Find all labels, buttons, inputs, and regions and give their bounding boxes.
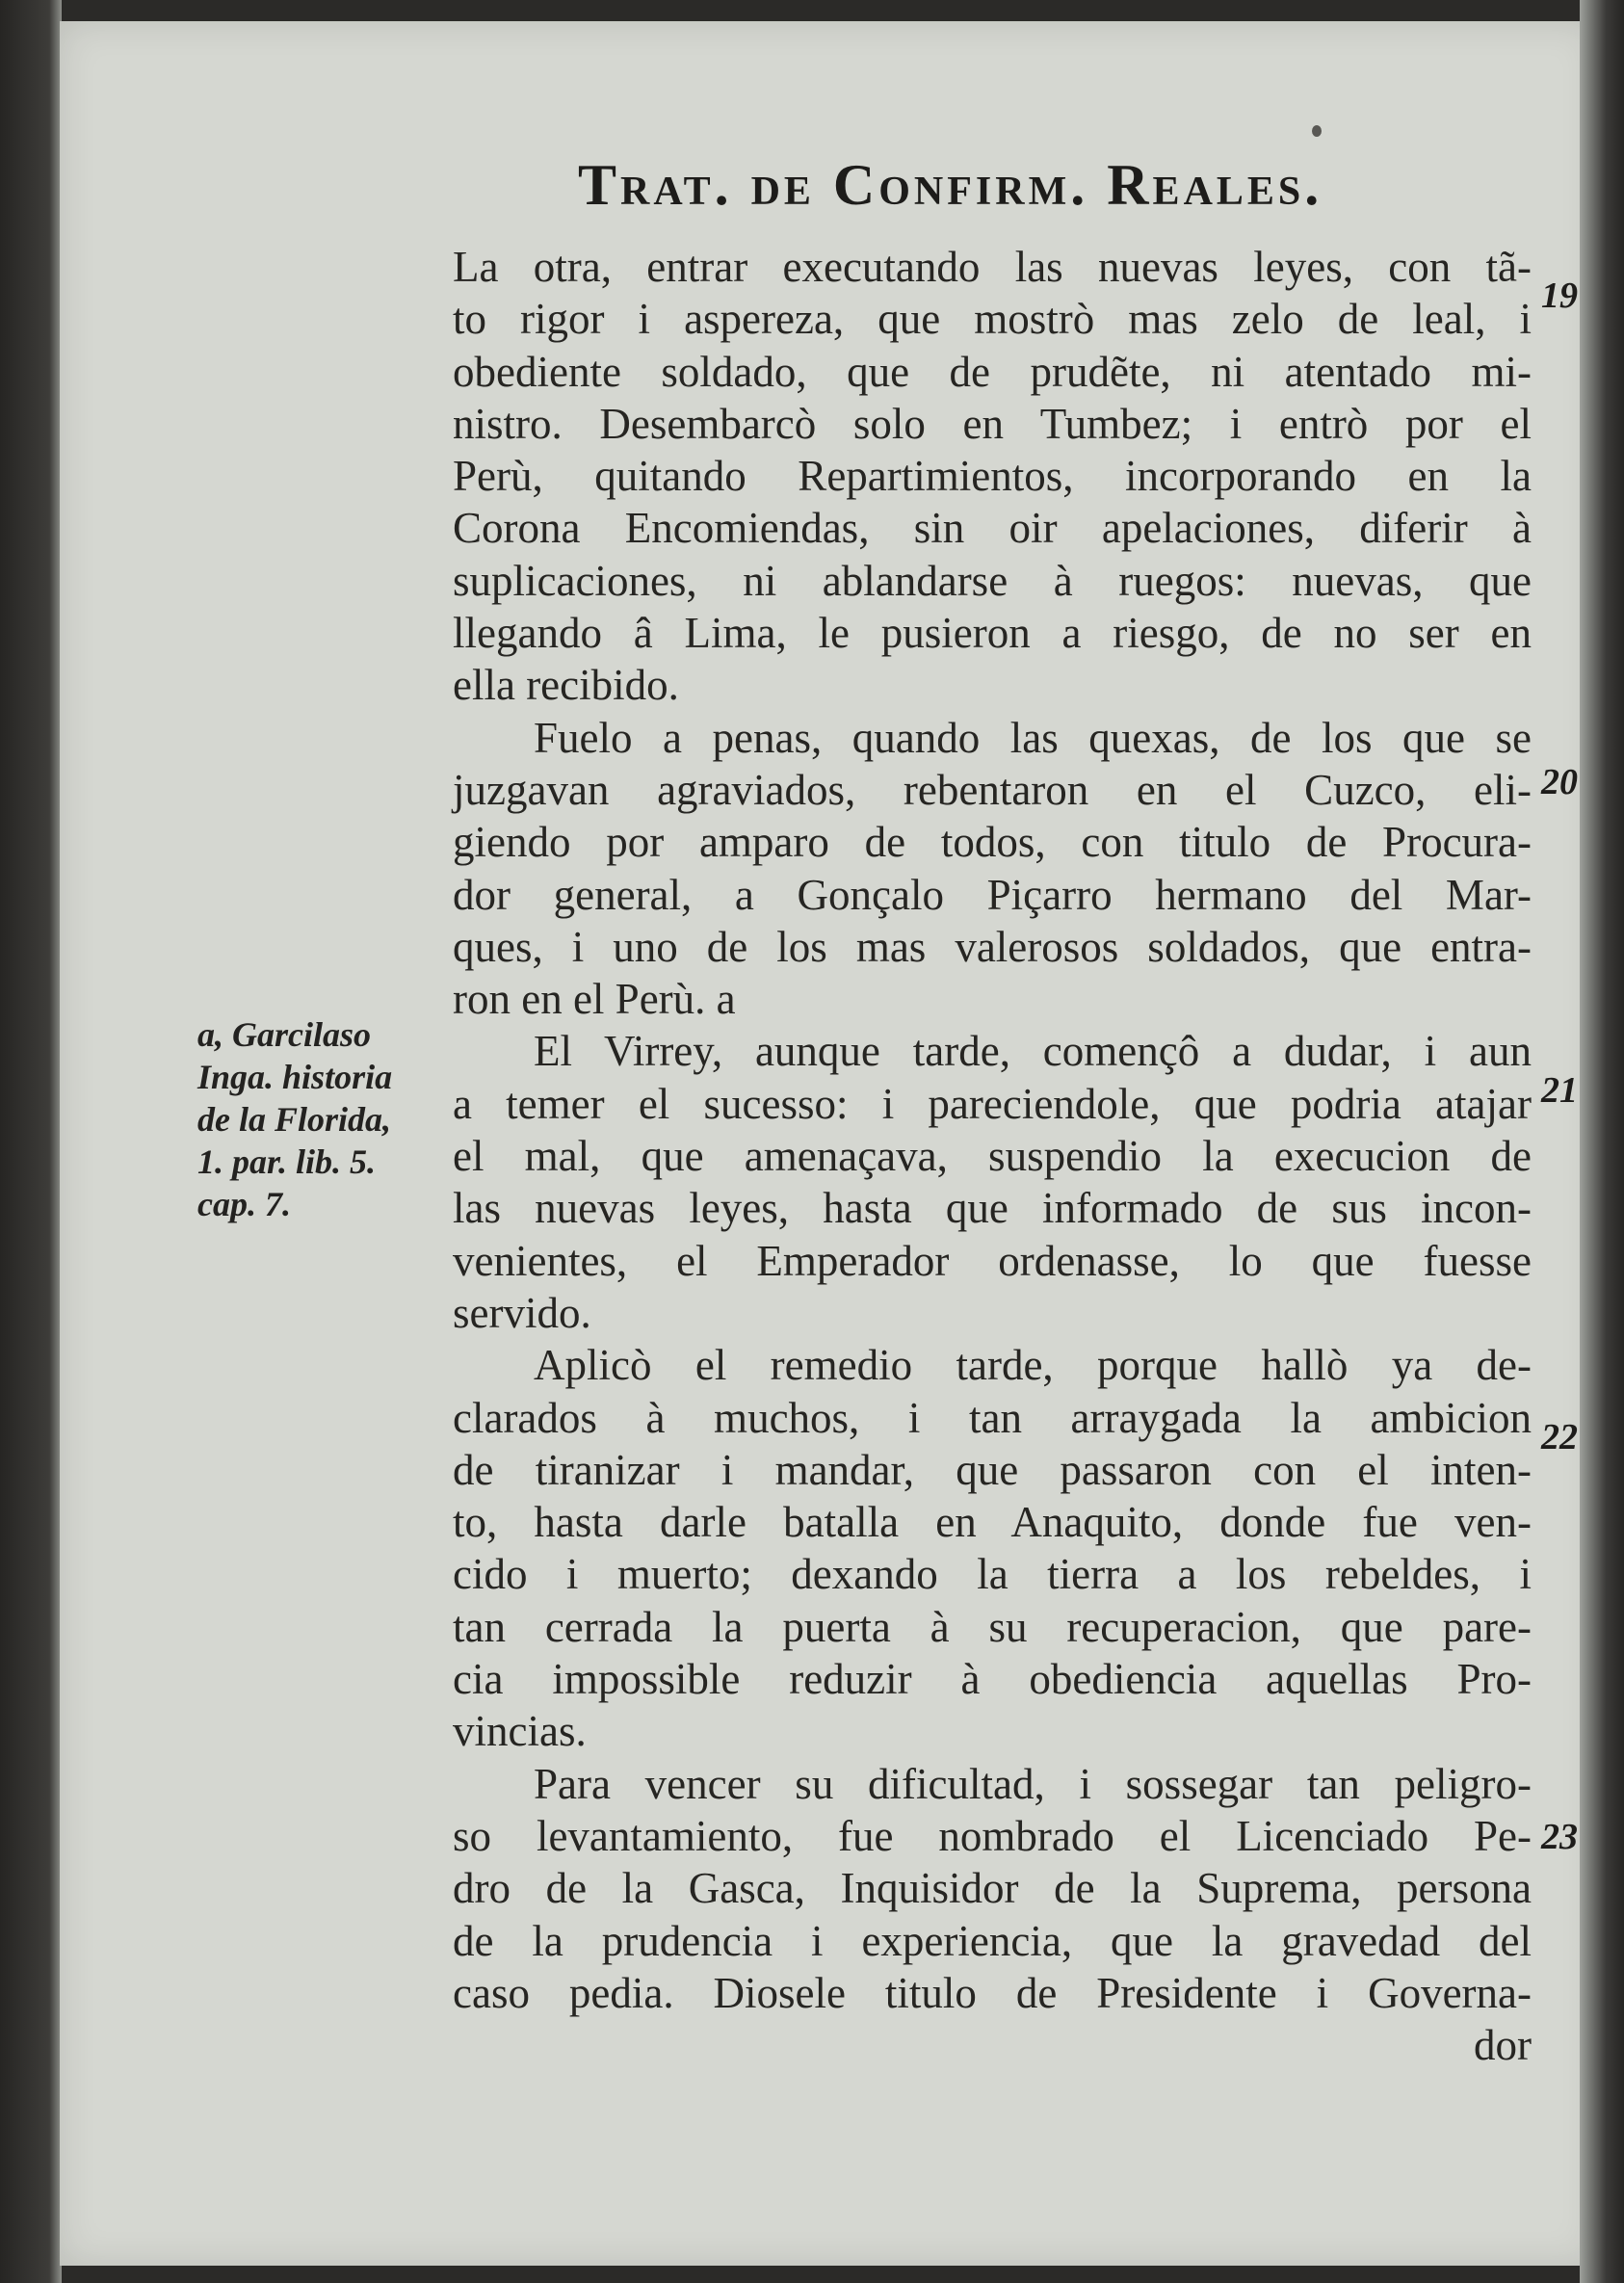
text-line: llegando â Lima, le pusieron a riesgo, de no ser en (453, 609, 1532, 658)
paragraph-number: 19 (1541, 276, 1578, 316)
text-line: ques, i uno de los mas valerosos soldados, que entra- (453, 922, 1532, 971)
text-line: to, hasta darle batalla en Anaquito, donde fue ven- (453, 1498, 1532, 1547)
marginal-note (197, 1013, 448, 1225)
text-line: Fuelo a penas, quando las quexas, de los que se (534, 713, 1532, 762)
text-line: suplicaciones, ni ablandarse à ruegos: nuevas, que (453, 556, 1532, 605)
text-line: Aplicò el remedio tarde, porque hallò ya de- (534, 1341, 1532, 1390)
text-line: de la prudencia i experiencia, que la gravedad del (453, 1916, 1532, 1965)
catchword: dor (1474, 2021, 1532, 2070)
text-line: caso pedia. Diosele titulo de Presidente i Governa- (453, 1968, 1532, 2017)
paragraph-number: 21 (1541, 1070, 1578, 1111)
text-line: cia impossible reduzir à obediencia aquellas Pro- (453, 1655, 1532, 1704)
text-line: La otra, entrar executando las nuevas leyes, con tã- (453, 243, 1532, 291)
text-line: de tiranizar i mandar, que passaron con el inten- (453, 1445, 1532, 1494)
text-line: Corona Encomiendas, sin oir apelaciones, diferir à (453, 504, 1532, 553)
text-line: giendo por amparo de todos, con titulo de Procura- (453, 818, 1532, 867)
text-line: Perù, quitando Repartimientos, incorporando en la (453, 452, 1532, 501)
text-line: El Virrey, aunque tarde, començô a dudar, i aun (534, 1027, 1532, 1076)
running-header: Trat. de Confirm. Reales. (578, 153, 1323, 217)
text-line: las nuevas leyes, hasta que informado de sus incon- (453, 1184, 1532, 1233)
text-line: nistro. Desembarcò solo en Tumbez; i entrò por el (453, 399, 1532, 448)
book-gutter-left (0, 0, 62, 2283)
marginal-note-line: cap. 7. (197, 1185, 291, 1223)
text-line: clarados à muchos, i tan arraygada la ambicion (453, 1393, 1532, 1442)
marginal-note-line: Inga. historia (197, 1058, 393, 1096)
text-line: so levantamiento, fue nombrado el Licenciado Pe- (453, 1811, 1532, 1860)
text-line: vincias. (453, 1707, 587, 1756)
marginal-note-line: a, Garcilaso (197, 1015, 371, 1054)
text-line: ron en el Perù. a (453, 975, 736, 1024)
text-line: tan cerrada la puerta à su recuperacion, que pare- (453, 1602, 1532, 1651)
text-line: servido. (453, 1288, 591, 1337)
text-line: a temer el sucesso: i pareciendole, que podria atajar (453, 1079, 1532, 1128)
paragraph-number: 20 (1541, 762, 1578, 802)
text-line: Para vencer su dificultad, i sossegar tan peligro- (534, 1759, 1532, 1808)
text-line: cido i muerto; dexando la tierra a los rebeldes, i (453, 1550, 1532, 1599)
text-line: ella recibido. (453, 661, 679, 710)
marginal-note-line: de la Florida, (197, 1100, 392, 1139)
body-text (453, 241, 1532, 2071)
text-line: dro de la Gasca, Inquisidor de la Suprema, persona (453, 1864, 1532, 1913)
text-line: obediente soldado, que de prudẽte, ni atentado mi- (453, 347, 1532, 396)
book-edge-right (1580, 0, 1624, 2283)
text-line: dor general, a Gonçalo Piçarro hermano del Mar- (453, 870, 1532, 919)
text-line: venientes, el Emperador ordenasse, lo que fuesse (453, 1236, 1532, 1285)
ink-blot (1312, 125, 1322, 137)
text-line: el mal, que amenaçava, suspendio la execucion de (453, 1132, 1532, 1181)
text-line: to rigor i aspereza, que mostrò mas zelo de leal, i (453, 295, 1532, 344)
paragraph-number: 22 (1541, 1417, 1578, 1457)
text-line: juzgavan agraviados, rebentaron en el Cuzco, eli- (453, 765, 1532, 814)
marginal-note-line: 1. par. lib. 5. (197, 1142, 377, 1181)
paragraph-number: 23 (1541, 1817, 1578, 1857)
